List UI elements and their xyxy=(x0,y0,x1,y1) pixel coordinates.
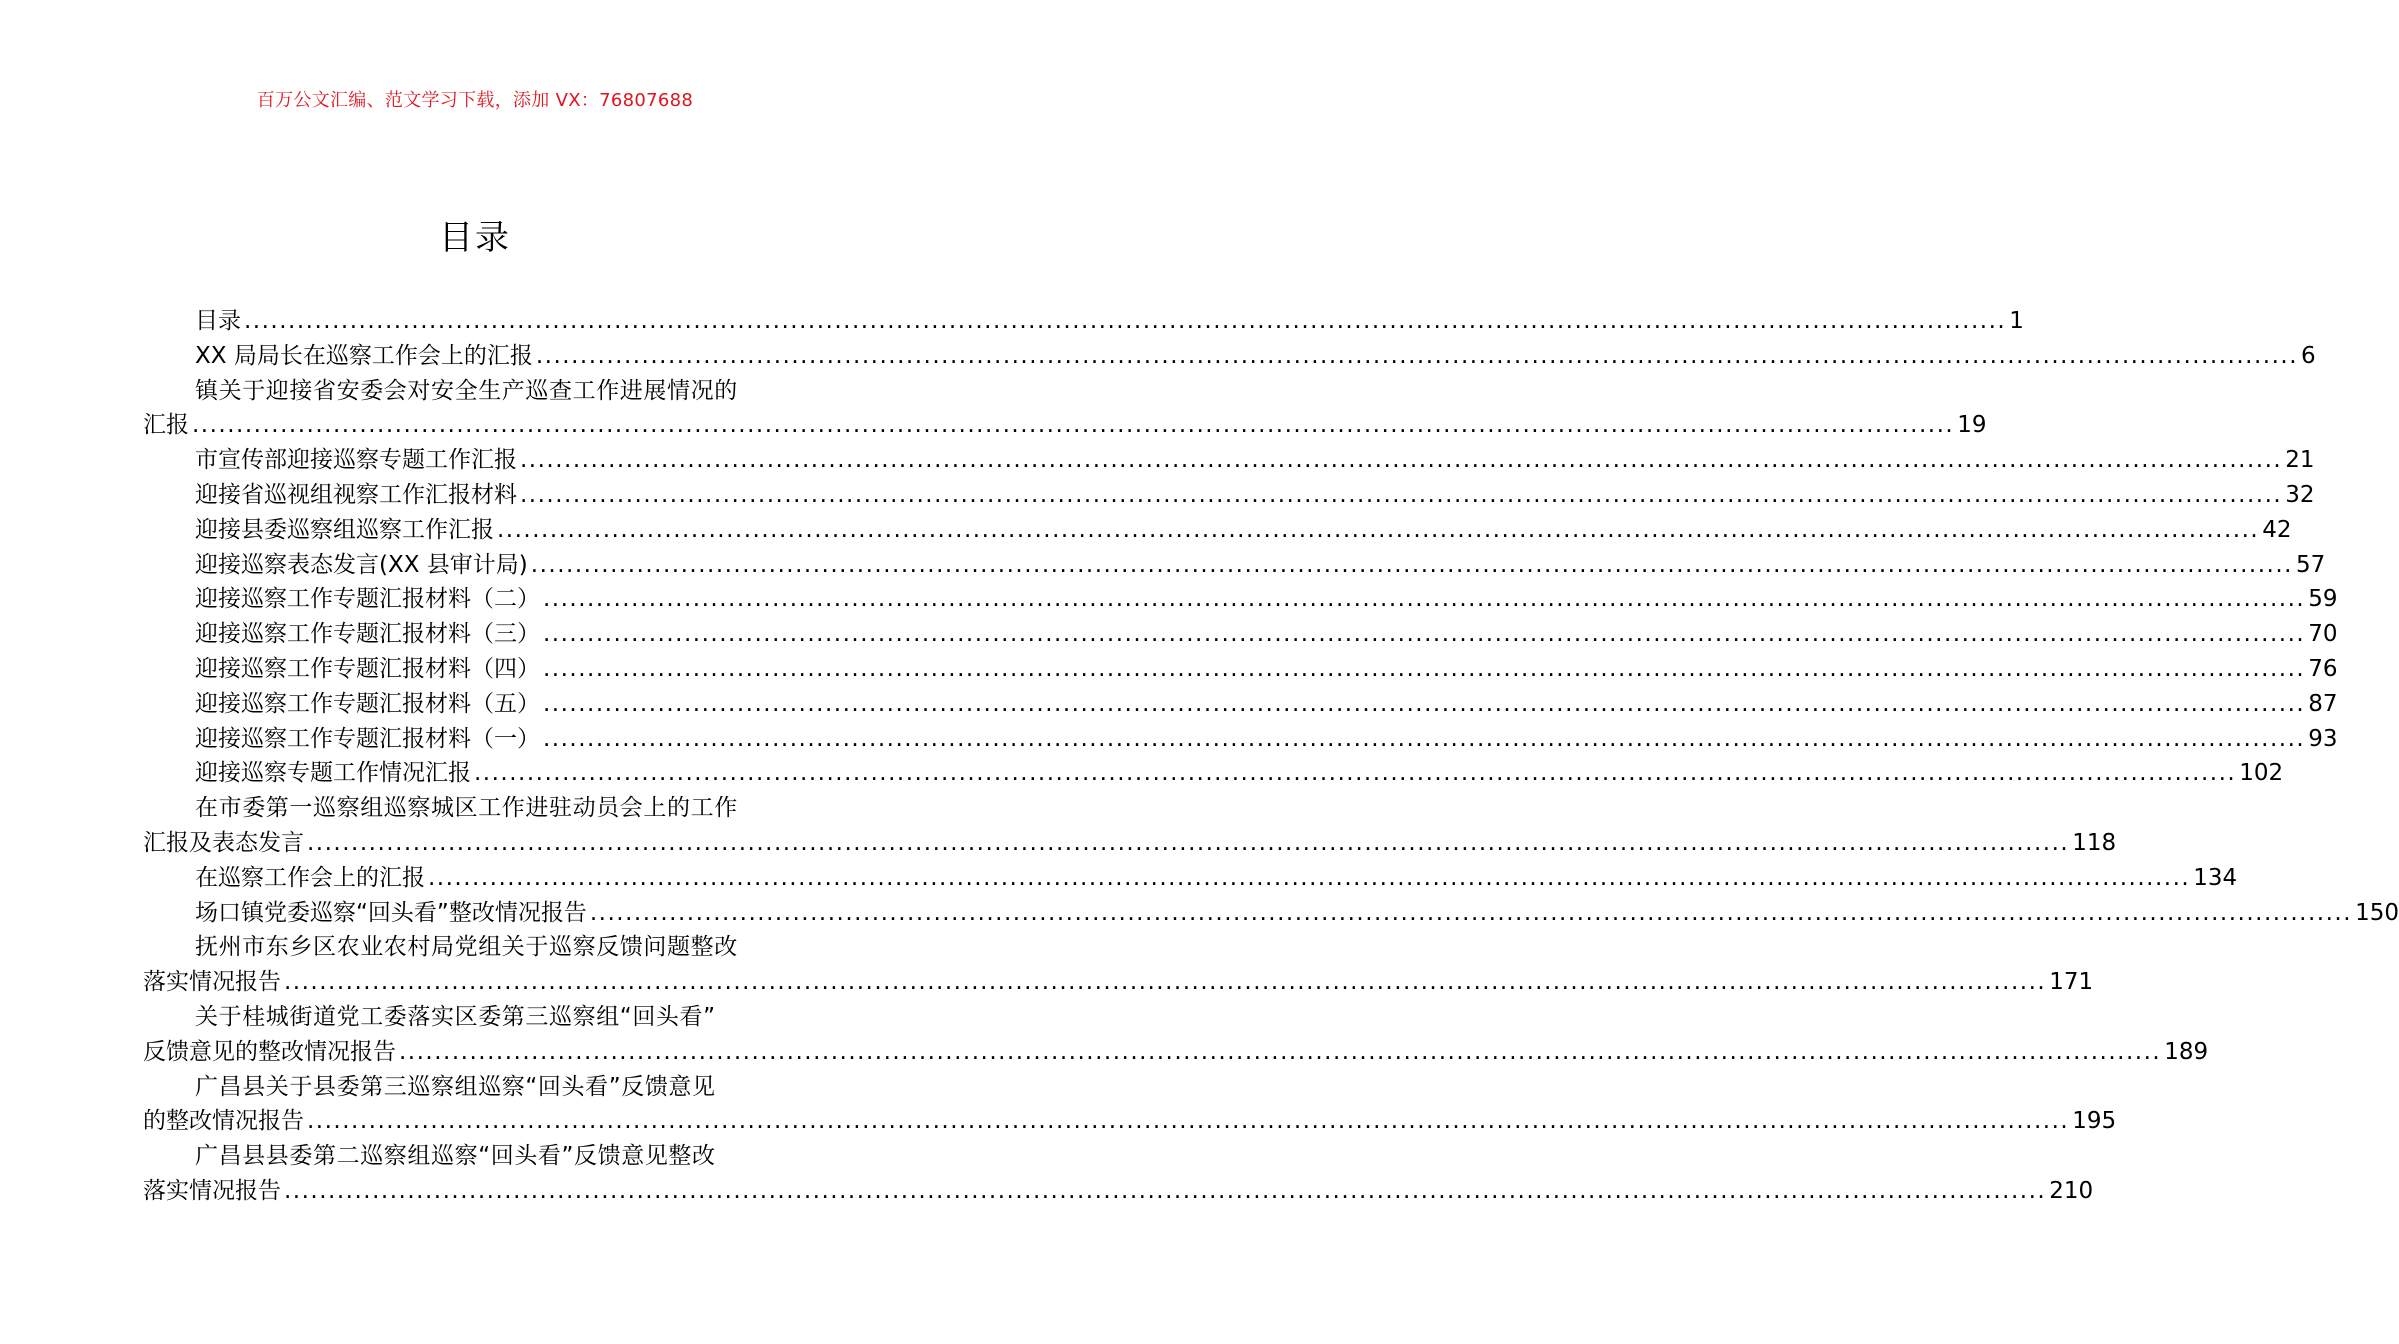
toc-entry[interactable] xyxy=(143,791,2117,861)
toc-entry[interactable] xyxy=(143,1070,2117,1140)
toc-entry[interactable] xyxy=(143,756,2284,791)
toc-page-number: 195 xyxy=(2072,1108,2117,1135)
toc-page-number: 189 xyxy=(2164,1038,2209,1065)
dot-leader: ........................................................................................................................................................................................................ xyxy=(520,481,2283,508)
toc-entry-title-line1: 镇关于迎接省安委会对安全生产巡查工作进展情况的 xyxy=(195,377,738,404)
toc-entry[interactable] xyxy=(143,582,2338,617)
toc-page-number: 76 xyxy=(2308,655,2338,682)
toc-entry[interactable] xyxy=(143,617,2338,652)
toc-entry-title-line2: 汇报及表态发言 xyxy=(143,829,304,856)
dot-leader: ........................................................................................................................................................................................................ xyxy=(543,655,2306,682)
toc-entry-title-line1: 广昌县关于县委第三巡察组巡察“回头看”反馈意见 xyxy=(195,1073,716,1100)
toc-entry[interactable] xyxy=(143,1000,2209,1070)
toc-entry[interactable] xyxy=(143,374,1987,444)
toc-entry-title: XX 局局长在巡察工作会上的汇报 xyxy=(195,342,533,369)
dot-leader: ........................................................................................................................................................................................................ xyxy=(497,516,2260,543)
toc-page-number: 21 xyxy=(2285,447,2315,474)
toc-page-number: 150 xyxy=(2355,899,2399,926)
toc-entry[interactable] xyxy=(143,1139,2094,1209)
dot-leader: ........................................................................................................................................................................................................ xyxy=(543,690,2306,717)
toc-entry-title: 迎接巡察专题工作情况汇报 xyxy=(195,760,471,787)
toc-page-number: 32 xyxy=(2285,481,2315,508)
toc-page-number: 1 xyxy=(2009,308,2024,334)
toc-entry-title: 迎接巡察工作专题汇报材料（四） xyxy=(195,655,540,682)
dot-leader: ........................................................................................................................................................................................................ xyxy=(284,969,2047,996)
toc-entry-title: 迎接巡察工作专题汇报材料（一） xyxy=(195,725,540,752)
toc-entry[interactable] xyxy=(143,930,2094,1000)
toc-entry[interactable] xyxy=(143,443,2315,478)
dot-leader: ........................................................................................................................................................................................................ xyxy=(244,308,2007,334)
toc-entry[interactable] xyxy=(143,339,2316,374)
toc-entry-title: 迎接巡察表态发言(XX 县审计局) xyxy=(195,551,528,578)
toc-page-number: 19 xyxy=(1957,412,1987,439)
dot-leader: ........................................................................................................................................................................................................ xyxy=(535,342,2299,369)
toc-page-number: 210 xyxy=(2049,1177,2094,1204)
toc-page-number: 70 xyxy=(2308,621,2338,648)
toc-page-number: 59 xyxy=(2308,586,2338,613)
dot-leader: ........................................................................................................................................................................................................ xyxy=(543,586,2306,613)
dot-leader: ........................................................................................................................................................................................................ xyxy=(520,447,2283,474)
toc-entry-title-line2: 汇报 xyxy=(143,412,189,439)
toc-entry-title-line1: 关于桂城街道党工委落实区委第三巡察组“回头看” xyxy=(195,1003,716,1030)
toc-page-number: 134 xyxy=(2193,864,2238,891)
toc-page-number: 42 xyxy=(2262,516,2292,543)
toc-entry[interactable] xyxy=(143,513,2292,548)
page-title: 目录 xyxy=(439,218,511,258)
toc-entry[interactable] xyxy=(143,652,2338,687)
dot-leader: ........................................................................................................................................................................................................ xyxy=(589,899,2353,926)
toc-entry[interactable] xyxy=(143,548,2326,583)
toc-page-number: 57 xyxy=(2296,551,2326,578)
toc-entry[interactable] xyxy=(143,861,2238,896)
toc-entry[interactable] xyxy=(143,478,2315,513)
toc-page-number: 93 xyxy=(2308,725,2338,752)
toc-page-number: 87 xyxy=(2308,690,2338,717)
dot-leader: ........................................................................................................................................................................................................ xyxy=(543,725,2306,752)
watermark-header: 百万公文汇编、范文学习下载，添加 VX：76807688 xyxy=(256,90,694,111)
toc-entry[interactable] xyxy=(143,722,2338,757)
toc-entry[interactable] xyxy=(143,304,2024,339)
toc-entry-title-line1: 在市委第一巡察组巡察城区工作进驻动员会上的工作 xyxy=(195,795,738,822)
toc-entry-title: 迎接省巡视组视察工作汇报材料 xyxy=(195,481,517,508)
dot-leader: ........................................................................................................................................................................................................ xyxy=(530,551,2293,578)
table-of-contents xyxy=(143,304,2399,1209)
dot-leader: ........................................................................................................................................................................................................ xyxy=(543,621,2306,648)
toc-entry-title: 迎接县委巡察组巡察工作汇报 xyxy=(195,516,494,543)
toc-entry-title: 目录 xyxy=(195,308,241,334)
toc-entry-title: 迎接巡察工作专题汇报材料（三） xyxy=(195,621,540,648)
toc-entry-title: 迎接巡察工作专题汇报材料（二） xyxy=(195,586,540,613)
toc-entry-title: 市宣传部迎接巡察专题工作汇报 xyxy=(195,447,517,474)
dot-leader: ........................................................................................................................................................................................................ xyxy=(428,864,2191,891)
dot-leader: ........................................................................................................................................................................................................ xyxy=(192,412,1955,439)
toc-entry-title-line1: 抚州市东乡区农业农村局党组关于巡察反馈问题整改 xyxy=(195,934,738,961)
toc-entry-title-line2: 的整改情况报告 xyxy=(143,1108,304,1135)
toc-entry-title-line2: 落实情况报告 xyxy=(143,1177,281,1204)
toc-page-number: 6 xyxy=(2301,342,2316,369)
toc-entry-title-line2: 落实情况报告 xyxy=(143,969,281,996)
toc-entry-title: 在巡察工作会上的汇报 xyxy=(195,864,425,891)
dot-leader: ........................................................................................................................................................................................................ xyxy=(307,1108,2070,1135)
dot-leader: ........................................................................................................................................................................................................ xyxy=(474,760,2237,787)
toc-page-number: 102 xyxy=(2239,760,2284,787)
toc-entry-title: 场口镇党委巡察“回头看”整改情况报告 xyxy=(195,899,587,926)
toc-entry-title-line1: 广昌县县委第二巡察组巡察“回头看”反馈意见整改 xyxy=(195,1143,716,1170)
dot-leader: ........................................................................................................................................................................................................ xyxy=(399,1038,2162,1065)
toc-entry[interactable] xyxy=(143,896,2399,931)
dot-leader: ........................................................................................................................................................................................................ xyxy=(307,829,2070,856)
dot-leader: ........................................................................................................................................................................................................ xyxy=(284,1177,2047,1204)
toc-page-number: 171 xyxy=(2049,969,2094,996)
toc-entry-title: 迎接巡察工作专题汇报材料（五） xyxy=(195,690,540,717)
toc-entry[interactable] xyxy=(143,687,2338,722)
toc-entry-title-line2: 反馈意见的整改情况报告 xyxy=(143,1038,396,1065)
toc-page-number: 118 xyxy=(2072,829,2117,856)
